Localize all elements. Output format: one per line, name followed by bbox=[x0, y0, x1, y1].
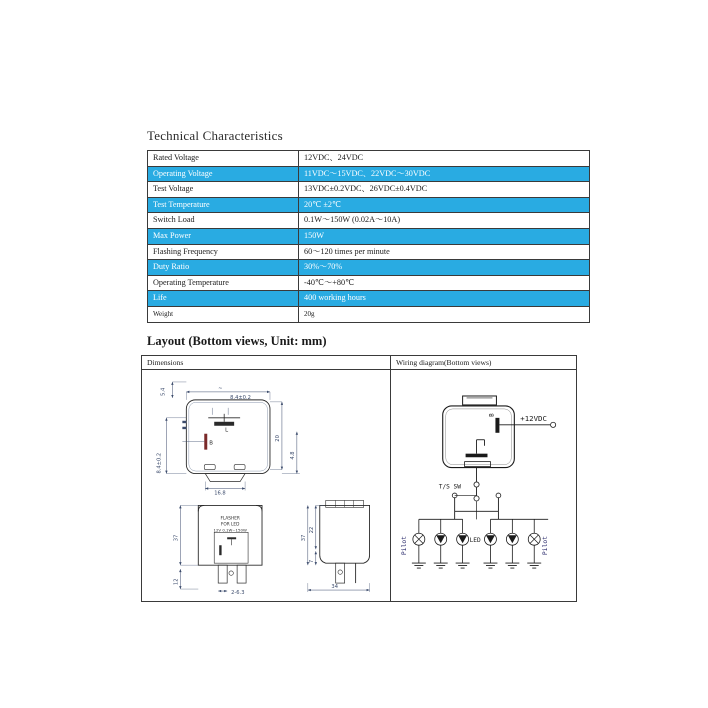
table-row bbox=[148, 275, 590, 291]
supply-label: +12VDC bbox=[520, 413, 547, 423]
flasher-line3: 12V 0.1W~150W bbox=[213, 527, 247, 533]
spec-parameter: Test Temperature bbox=[148, 197, 299, 213]
dim-20: 20 bbox=[274, 435, 281, 442]
table-row bbox=[148, 151, 590, 167]
led-label: LED bbox=[469, 537, 481, 545]
spec-parameter: Operating Temperature bbox=[148, 275, 299, 291]
spec-value: 12VDC、24VDC bbox=[299, 151, 590, 167]
table-row bbox=[148, 182, 590, 198]
ts-switch-label: T/S SW bbox=[438, 483, 461, 491]
spec-parameter: Test Voltage bbox=[148, 182, 299, 198]
flasher-line2: FOR LED bbox=[220, 522, 240, 528]
wiring-column bbox=[391, 356, 576, 601]
dim-4-8: 4.8 bbox=[289, 451, 296, 460]
table-row bbox=[148, 260, 590, 276]
spec-parameter: Duty Ratio bbox=[148, 260, 299, 276]
dimensions-column bbox=[142, 356, 391, 601]
spec-value: 60～120 times per minute bbox=[299, 244, 590, 260]
tech-characteristics-table bbox=[147, 150, 590, 323]
dim-22: 22 bbox=[308, 526, 315, 534]
table-row bbox=[148, 291, 590, 307]
dim-12: 12 bbox=[173, 578, 180, 586]
spec-value: 20g bbox=[299, 306, 590, 322]
dim-top-width: 8.4±0.2 bbox=[230, 394, 251, 401]
table-row bbox=[148, 197, 590, 213]
spec-parameter: Max Power bbox=[148, 228, 299, 244]
dim-34: 34 bbox=[331, 584, 338, 591]
wiring-diagram-svg bbox=[391, 370, 576, 601]
spec-value: 30%～70% bbox=[299, 260, 590, 276]
dim-left-stack: 8.4±0.2 bbox=[156, 452, 163, 474]
dim-2-6-3: 2-6.3 bbox=[231, 590, 245, 597]
layout-title: Layout (Bottom views, Unit: mm) bbox=[147, 334, 327, 348]
spec-parameter: Weight bbox=[148, 306, 299, 322]
table-row bbox=[148, 228, 590, 244]
dim-16-8: 16.8 bbox=[214, 490, 226, 497]
table-row bbox=[148, 306, 590, 322]
spec-parameter: Switch Load bbox=[148, 213, 299, 229]
table-row bbox=[148, 166, 590, 182]
wiring-column-header: Wiring diagram(Bottom views) bbox=[391, 356, 576, 370]
tech-characteristics-title: Technical Characteristics bbox=[147, 128, 283, 143]
table-row bbox=[148, 244, 590, 260]
layout-diagram-box bbox=[141, 355, 577, 602]
svg-text:B: B bbox=[209, 440, 213, 447]
spec-value: 400 working hours bbox=[299, 291, 590, 307]
table-row bbox=[148, 213, 590, 229]
flasher-line1: FLASHER bbox=[220, 516, 240, 522]
spec-value: 0.1W～150W (0.02A～10A) bbox=[299, 213, 590, 229]
spec-value: 13VDC±0.2VDC、26VDC±0.4VDC bbox=[299, 182, 590, 198]
spec-parameter: Operating Voltage bbox=[148, 166, 299, 182]
spec-value: 11VDC～15VDC、22VDC～30VDC bbox=[299, 166, 590, 182]
dimensions-column-header: Dimensions bbox=[142, 356, 390, 370]
spec-parameter: Rated Voltage bbox=[148, 151, 299, 167]
spec-value: 150W bbox=[299, 228, 590, 244]
dim-5-4: 5.4 bbox=[160, 387, 167, 396]
svg-text:~: ~ bbox=[218, 385, 223, 392]
dim-7: 7 bbox=[308, 559, 315, 564]
terminal-b-label: B bbox=[488, 413, 496, 417]
pilot-left-label: Pilot bbox=[400, 535, 408, 556]
dim-37-side: 37 bbox=[300, 534, 307, 542]
wiring-drawing bbox=[391, 370, 576, 601]
spec-value: 20℃ ±2℃ bbox=[299, 197, 590, 213]
spec-parameter: Life bbox=[148, 291, 299, 307]
dimensions-drawing bbox=[142, 370, 390, 601]
svg-text:L: L bbox=[225, 427, 229, 434]
spec-parameter: Flashing Frequency bbox=[148, 244, 299, 260]
dim-37-front: 37 bbox=[173, 534, 180, 542]
spec-value: -40℃～+80℃ bbox=[299, 275, 590, 291]
dimensions-drawing-svg bbox=[142, 370, 390, 601]
pilot-right-label: Pilot bbox=[542, 535, 550, 556]
